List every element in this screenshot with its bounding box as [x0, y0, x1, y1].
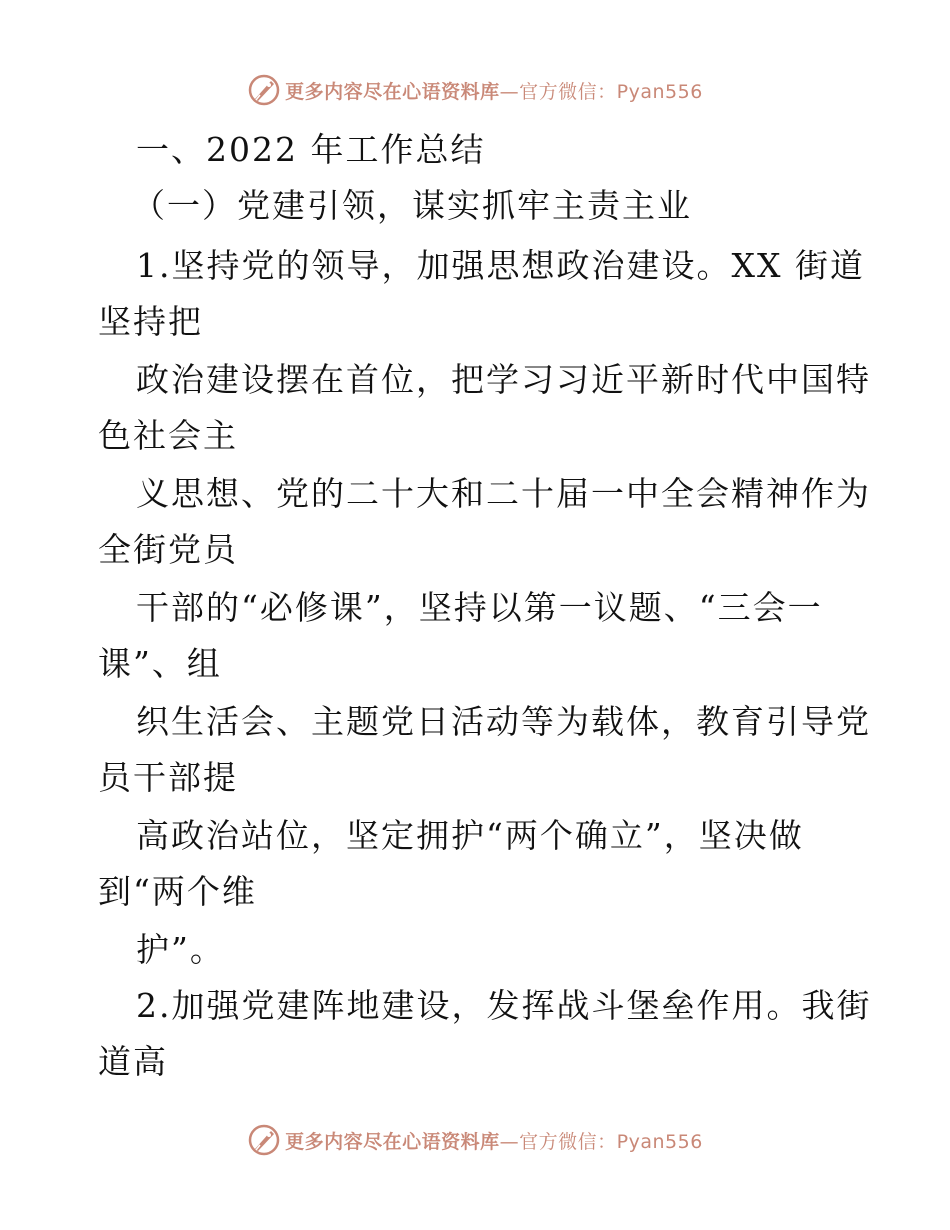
- quill-logo-icon: [247, 73, 281, 107]
- paragraph-line: 色社会主: [98, 416, 238, 455]
- paragraph-line: 干部的“必修课”，坚持以第一议题、“三会一: [136, 588, 823, 627]
- footer-text: [285, 1127, 703, 1154]
- paragraph-line: 全街党员: [98, 530, 238, 569]
- paragraph-line: 1.坚持党的领导，加强思想政治建设。XX 街道: [136, 246, 865, 285]
- header-dash: —: [499, 80, 520, 103]
- paragraph-line: 道高: [98, 1042, 168, 1081]
- paragraph-line: 织生活会、主题党日活动等为载体，教育引导党: [136, 702, 871, 741]
- paragraph-line: 2.加强党建阵地建设，发挥战斗堡垒作用。我街: [136, 986, 872, 1025]
- header-brand-text: 更多内容尽在心语资料库: [285, 80, 500, 103]
- footer-dash: —: [499, 1130, 520, 1153]
- paragraph-line: 员干部提: [98, 758, 238, 797]
- paragraph-line: 课”、组: [98, 644, 222, 683]
- footer-banner: [0, 1120, 950, 1160]
- paragraph-line: 坚持把: [98, 302, 203, 341]
- paragraph-line: 到“两个维: [98, 872, 257, 911]
- paragraph-line: 政治建设摆在首位，把学习习近平新时代中国特: [136, 360, 871, 399]
- footer-brand-text: 更多内容尽在心语资料库: [285, 1130, 500, 1153]
- subsection-heading: （一）党建引领，谋实抓牢主责主业: [132, 186, 692, 225]
- footer-wechat-text: 官方微信：Pyan556: [519, 1130, 703, 1153]
- paragraph-line: 义思想、党的二十大和二十届一中全会精神作为: [136, 474, 871, 513]
- quill-logo-icon: [247, 1123, 281, 1157]
- header-text: [285, 77, 703, 104]
- paragraph-line: 护”。: [136, 930, 225, 969]
- section-heading: 一、2022 年工作总结: [136, 130, 486, 169]
- header-wechat-text: 官方微信：Pyan556: [519, 80, 703, 103]
- paragraph-line: 高政治站位，坚定拥护“两个确立”，坚决做: [136, 816, 804, 855]
- header-banner: [0, 70, 950, 110]
